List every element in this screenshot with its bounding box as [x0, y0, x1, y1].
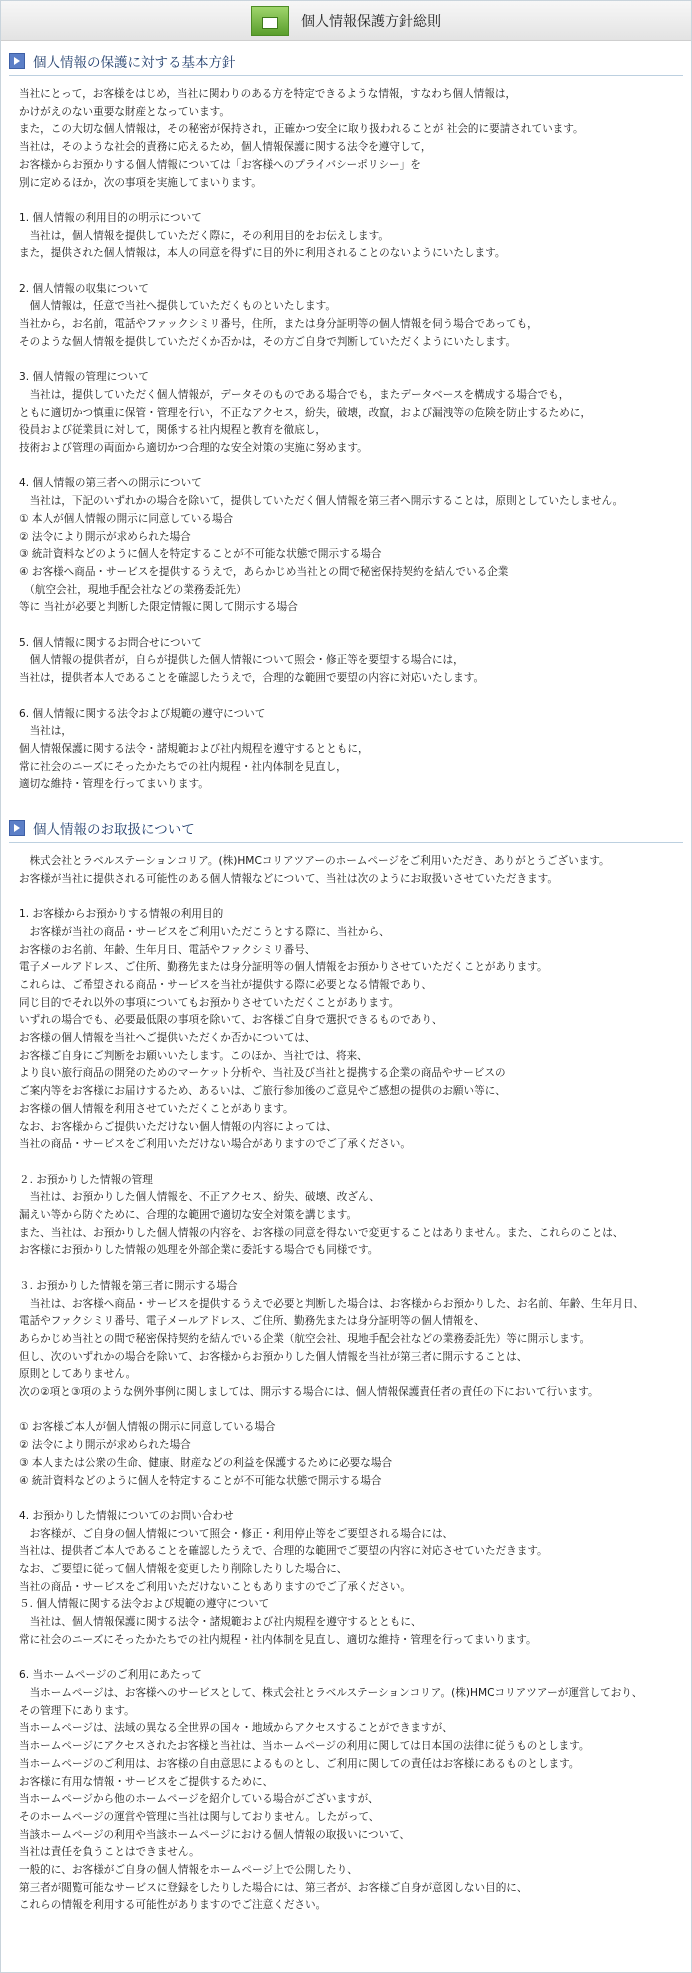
section-heading: [9, 814, 683, 843]
text-line: お客様の個人情報を当社へご提供いただくか否かについては、: [19, 1032, 316, 1045]
text-line: ④ 統計資料などのように個人を特定することが不可能な状態で開示する場合: [19, 1474, 382, 1487]
text-line: ④ お客様へ商品・サービスを提供するうえで，あらかじめ当社との間で秘密保持契約を結んでいる企業: [19, 565, 509, 578]
text-line: （航空会社，現地手配会社などの業務委託先）: [19, 583, 247, 596]
text-line: お客様に有用な情報・サービスをご提供するために、: [19, 1775, 274, 1788]
text-line: 個人情報は，任意で当社へ提供していただくものといたします。: [19, 300, 336, 313]
text-line: 常に社会のニーズにそったかたちでの社内規程・社内体制を見直し，: [19, 760, 347, 773]
text-line: 6. 当ホームページのご利用にあたって: [19, 1669, 202, 1682]
text-line: 3. 個人情報の管理について: [19, 371, 149, 384]
section-body: [9, 853, 683, 1915]
section-heading-text: 個人情報の保護に対する基本方針: [33, 55, 236, 71]
section-heading: [9, 47, 683, 76]
text-line: 技術および管理の両面から適切かつ合理的な安全対策の実施に努めます。: [19, 442, 368, 455]
text-line: ③ 統計資料などのように個人を特定することが不可能な状態で開示する場合: [19, 548, 382, 561]
text-line: 原則としてありません。: [19, 1368, 137, 1381]
text-line: ③ 本人または公衆の生命、健康、財産などの利益を保護するために必要な場合: [19, 1456, 393, 1469]
text-line: そのような個人情報を提供していただくか否かは，その方ご自身で判断していただくようにいたします。: [19, 335, 517, 348]
paragraph-gap: [19, 263, 683, 281]
paragraph-gap: [19, 688, 683, 706]
text-line: 電話やファクシミリ番号、電子メールアドレス、ご住所、勤務先または身分証明等の個人情報を、: [19, 1315, 485, 1328]
text-line: 電子メールアドレス、ご住所、勤務先または身分証明等の個人情報をお預かりさせていただくことがあります。: [19, 961, 548, 974]
paragraph-gap: [19, 1154, 683, 1172]
text-line: 株式会社とラベルステーションコリア。(株)HMCコリアツアーのホームページをご利用いただき、ありがとうございます。: [19, 855, 610, 868]
text-line: 当ホームページは、法域の異なる全世界の国々・地域からアクセスすることができますが、: [19, 1722, 453, 1735]
text-line: 一般的に、お客様がご自身の個人情報をホームページ上で公開したり、: [19, 1864, 358, 1877]
text-line: ３. お預かりした情報を第三者に開示する場合: [19, 1279, 238, 1292]
text-line: そのホームページの運営や管理に当社は関与しておりません。したがって、: [19, 1810, 380, 1823]
text-line: ご案内等をお客様にお届けするため、あるいは、ご旅行参加後のご意見やご感想の提供のお願い等に、: [19, 1085, 506, 1098]
text-line: より良い旅行商品の開発のためのマーケット分析や、当社及び当社と提携する企業の商品やサービスの: [19, 1067, 506, 1080]
text-line: 当該ホームページの利用や当該ホームページにおける個人情報の取扱いについて、: [19, 1828, 411, 1841]
text-line: 同じ目的でそれ以外の事項についてもお預かりさせていただくことがあります。: [19, 996, 400, 1009]
text-line: あらかじめ当社との間で秘密保持契約を結んでいる企業（航空会社、現地手配会社などの業務委託先）等に開示します。: [19, 1332, 591, 1345]
text-line: また，この大切な個人情報は，その秘密が保持され，正確かつ安全に取り扱われることが 社会的に要請されています。: [19, 123, 584, 136]
text-line: ５. 個人情報に関する法令および規範の遵守について: [19, 1598, 270, 1611]
text-line: 役員および従業員に対して，関係する社内規程と教育を徹底し，: [19, 424, 327, 437]
text-line: 当社は、お客様へ商品・サービスを提供するうえで必要と判断した場合は、お客様からお預かりした、お名前、年齢、生年月日、: [19, 1297, 645, 1310]
text-line: 等に 当社が必要と判断した限定情報に関して開示する場合: [19, 601, 298, 614]
text-line: 2. 個人情報の収集について: [19, 282, 149, 295]
text-line: 当ホームページのご利用は、お客様の自由意思によるものとし、ご利用に関しての責任はお客様にあるものとします。: [19, 1757, 580, 1770]
text-line: 常に社会のニーズにそったかたちでの社内規程・社内体制を見直し、適切な維持・管理を行ってまいります。: [19, 1633, 537, 1646]
text-line: お客様が当社に提供される可能性のある個人情報などについて、当社は次のようにお取扱いさせていただきます。: [19, 872, 559, 885]
text-line: 6. 個人情報に関する法令および規範の遵守について: [19, 707, 266, 720]
paragraph-gap: [19, 1490, 683, 1508]
text-line: これらの情報を利用する可能性がありますのでご注意ください。: [19, 1899, 327, 1912]
text-line: 当社は、個人情報保護に関する法令・諸規範および社内規程を遵守するとともに、: [19, 1616, 422, 1629]
paragraph-gap: [19, 617, 683, 635]
text-line: 当社の商品・サービスをご利用いただけないこともありますのでご了承ください。: [19, 1580, 411, 1593]
arrow-right-icon: [9, 820, 25, 836]
text-line: 別に定めるほか，次の事項を実施してまいります。: [19, 176, 262, 189]
text-line: 当社は，そのような社会的責務に応えるため，個人情報保護に関する法令を遵守して，: [19, 141, 432, 154]
section-basic-policy: [1, 47, 691, 794]
text-line: 個人情報保護に関する法令・諸規範および社内規程を遵守するとともに，: [19, 742, 369, 755]
paragraph-gap: [19, 1650, 683, 1668]
text-line: ② 法令により開示が求められた場合: [19, 1439, 191, 1452]
text-line: 当社にとって，お客様をはじめ，当社に関わりのある方を特定できるような情報，すなわち個人情報は，: [19, 88, 517, 100]
text-line: お客様の個人情報を利用させていただくことがあります。: [19, 1102, 294, 1115]
text-line: 5. 個人情報に関するお問合せについて: [19, 636, 202, 649]
paragraph-gap: [19, 1260, 683, 1278]
text-line: 4. 個人情報の第三者への開示について: [19, 477, 202, 490]
text-line: お客様のお名前、年齢、生年月日、電話やファクシミリ番号、: [19, 943, 316, 956]
text-line: 1. お客様からお預かりする情報の利用目的: [19, 908, 224, 921]
text-line: ① 本人が個人情報の開示に同意している場合: [19, 512, 234, 525]
text-line: また，提供された個人情報は，本人の同意を得ずに目的外に利用されることのないようにいたします。: [19, 247, 506, 260]
text-line: 当社は，: [19, 725, 72, 738]
text-line: 個人情報の提供者が，自らが提供した個人情報について照会・修正等を要望する場合には，: [19, 654, 464, 667]
text-line: お客様が当社の商品・サービスをご利用いただこうとする際に、当社から、: [19, 925, 390, 938]
text-line: 当社は、提供者ご本人であることを確認したうえで、合理的な範囲でご要望の内容に対応させていただきます。: [19, 1545, 548, 1558]
paragraph-gap: [19, 352, 683, 370]
document-icon: [251, 6, 289, 36]
text-line: 当ホームページにアクセスされたお客様と当社は、当ホームページの利用に関しては日本国の法律に従うものとします。: [19, 1740, 590, 1753]
text-line: ともに適切かつ慎重に保管・管理を行い，不正なアクセス，紛失，破壊，改竄，および漏洩等の危険を防止するために，: [19, 406, 592, 419]
text-line: ① お客様ご本人が個人情報の開示に同意している場合: [19, 1421, 276, 1434]
text-line: 当社の商品・サービスをご利用いただけない場合がありますのでご了承ください。: [19, 1138, 411, 1151]
text-line: また、当社は、お預かりした個人情報の内容を、お客様の同意を得ないで変更することはありません。また、これらのことは、: [19, 1226, 624, 1239]
text-line: かけがえのない重要な財産となっています。: [19, 105, 231, 118]
text-line: 当社は，提供者本人であることを確認したうえで，合理的な範囲で要望の内容に対応いたします。: [19, 672, 485, 685]
text-line: 当社は，個人情報を提供していただく際に，その利用目的をお伝えします。: [19, 229, 389, 242]
section-handling: [1, 814, 691, 1915]
text-line: 但し、次のいずれかの場合を除いて、お客様からお預かりした個人情報を当社が第三者に開示することは、: [19, 1350, 528, 1363]
text-line: 当ホームページから他のホームページを紹介している場合がございますが、: [19, 1793, 379, 1806]
text-line: 当社から，お名前，電話やファックシミリ番号，住所，または身分証明等の個人情報を伺う場合であっても，: [19, 318, 538, 331]
paragraph-gap: [19, 192, 683, 210]
text-line: 漏えい等から防ぐために、合理的な範囲で適切な安全対策を講じます。: [19, 1209, 358, 1222]
arrow-right-icon: [9, 53, 25, 69]
text-line: お客様が、ご自身の個人情報について照会・修正・利用停止等をご要望される場合には、: [19, 1527, 454, 1540]
text-line: 4. お預かりした情報についてのお問い合わせ: [19, 1509, 234, 1522]
text-line: 当社は，提供していただく個人情報が，データそのものである場合でも，またデータベースを構成する場合でも，: [19, 388, 570, 401]
text-line: 当ホームページは、お客様へのサービスとして、株式会社とラベルステーションコリア。(株)HMCコリアツアーが運営しており、: [19, 1686, 643, 1699]
paragraph-gap: [19, 458, 683, 476]
section-body: [9, 86, 683, 794]
text-line: 次の②項と③項のような例外事例に関しましては、開示する場合には、個人情報保護責任者の責任の下において行います。: [19, 1386, 599, 1399]
paragraph-gap: [19, 888, 683, 906]
text-line: その管理下にあります。: [19, 1704, 135, 1717]
text-line: 1. 個人情報の利用目的の明示について: [19, 211, 202, 224]
text-line: 第三者が閲覧可能なサービスに登録をしたりした場合には、第三者が、お客様ご自身が意図しない目的に、: [19, 1881, 528, 1894]
text-line: 当社は責任を負うことはできません。: [19, 1846, 200, 1859]
text-line: ２. お預かりした情報の管理: [19, 1173, 153, 1186]
text-line: なお、お客様からご提供いただけない個人情報の内容によっては、: [19, 1120, 337, 1133]
section-heading-text: 個人情報のお取扱について: [33, 822, 195, 839]
text-line: お客様からお預かりする個人情報については「お客様へのプライバシーポリシー」を: [19, 158, 421, 171]
text-line: 当社は、お預かりした個人情報を、不正アクセス、紛失、破壊、改ざん、: [19, 1191, 380, 1204]
text-line: なお、ご要望に従って個人情報を変更したり削除したりした場合に、: [19, 1563, 348, 1576]
text-line: 当社は，下記のいずれかの場合を除いて，提供していただく個人情報を第三者へ開示することは，原則としていたしません。: [19, 495, 624, 508]
text-line: 適切な維持・管理を行ってまいります。: [19, 778, 209, 791]
text-line: お客様にお預かりした情報の処理を外部企業に委託する場合でも同様です。: [19, 1244, 379, 1257]
title-bar: [1, 1, 691, 41]
text-line: これらは、ご希望される商品・サービスを当社が提供する際に必要となる情報であり、: [19, 978, 433, 991]
text-line: お客様ご自身にご判断をお願いいたします。このほか、当社では、将来、: [19, 1049, 368, 1062]
paragraph-gap: [19, 1402, 683, 1420]
text-line: ② 法令により開示が求められた場合: [19, 530, 191, 543]
page-title: 個人情報保護方針総則: [301, 13, 441, 30]
text-line: いずれの場合でも、必要最低限の事項を除いて、お客様ご自身で選択できるものであり、: [19, 1014, 443, 1027]
